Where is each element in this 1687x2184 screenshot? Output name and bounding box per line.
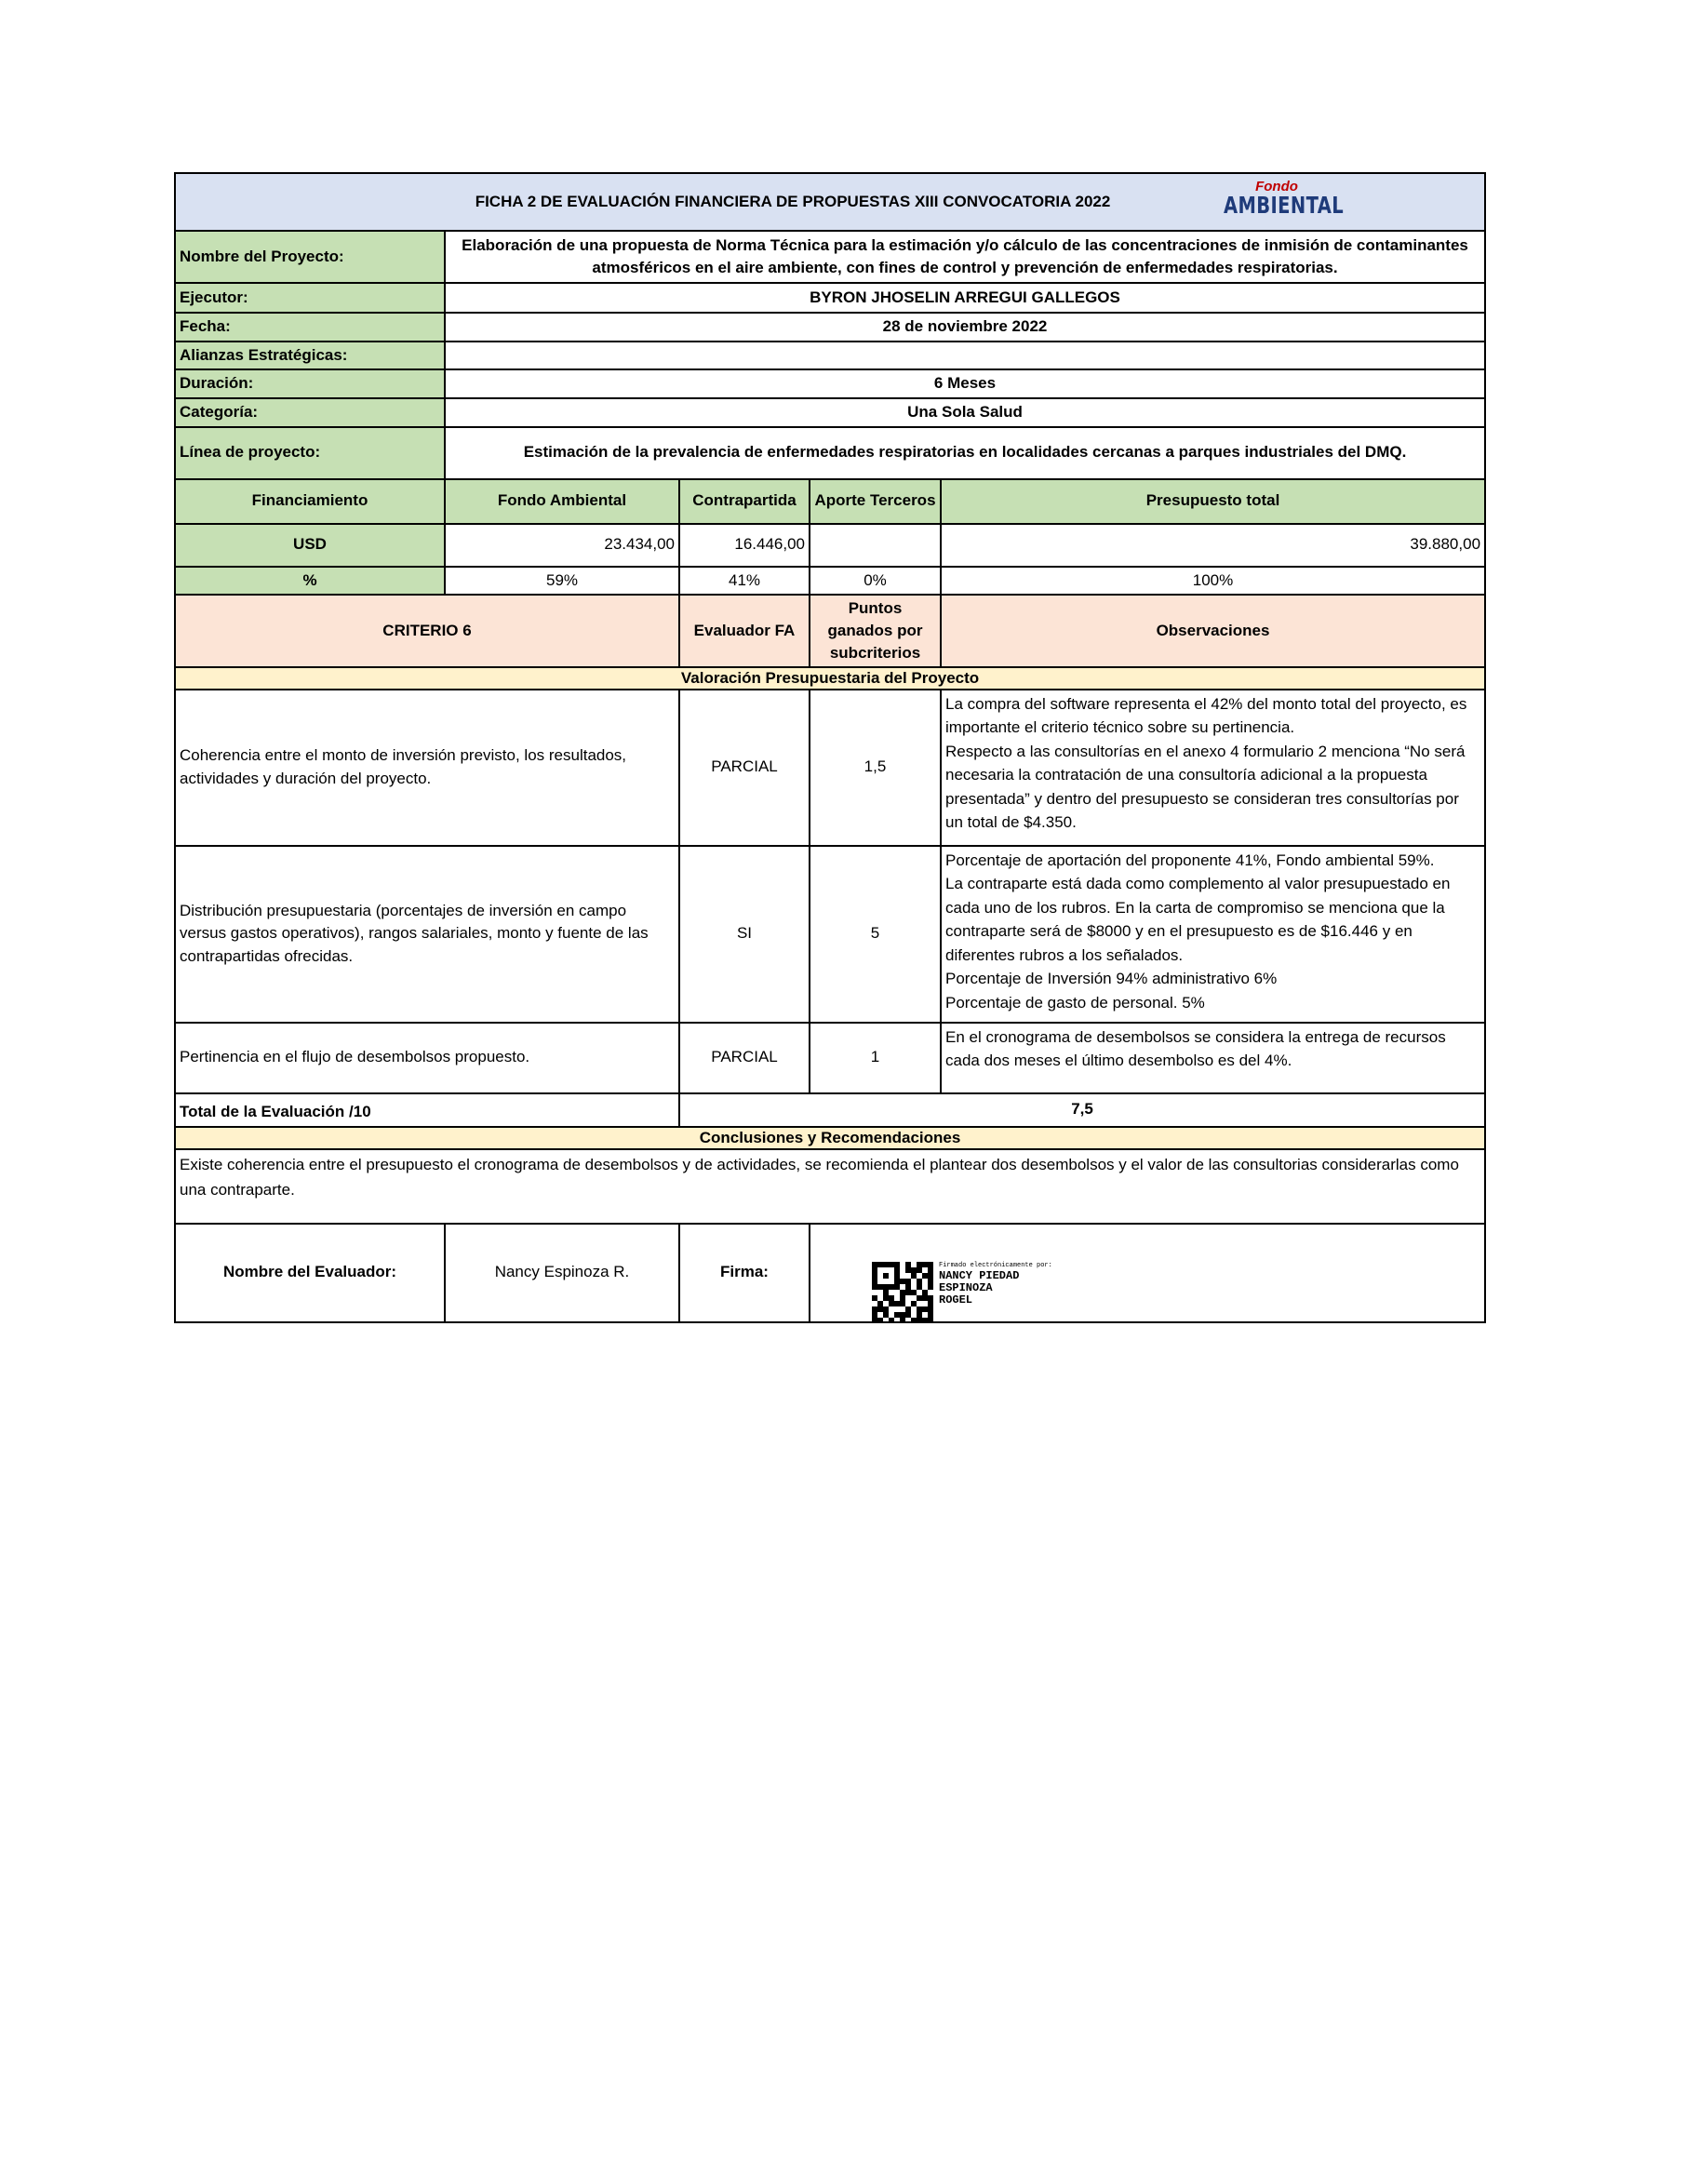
criterion-3-text: Pertinencia en el flujo de desembolsos propuesto.: [175, 1023, 679, 1093]
evaluator-label: Nombre del Evaluador:: [175, 1224, 445, 1322]
page-title: FICHA 2 DE EVALUACIÓN FINANCIERA DE PROPUESTAS XIII CONVOCATORIA 2022: [475, 192, 1111, 210]
observation-line: Porcentaje de Inversión 94% administrativo 6%: [945, 970, 1278, 988]
fin-usd-contrapartida: 16.446,00: [679, 524, 810, 567]
criterion-3-points: 1: [810, 1023, 941, 1093]
criterion-2-observations: [941, 846, 1485, 1023]
criteria-header-evaluator: Evaluador FA: [679, 595, 810, 666]
fin-pct-contrapartida: 41%: [679, 567, 810, 596]
fin-header-contrapartida: Contrapartida: [679, 479, 810, 524]
observation-line: En el cronograma de desembolsos se considera la entrega de recursos cada dos meses el último desembolso es del 4%.: [945, 1027, 1446, 1070]
fin-usd-terceros: [810, 524, 941, 567]
date-label: Fecha:: [175, 313, 445, 342]
alliances-label: Alianzas Estratégicas:: [175, 342, 445, 370]
duration-label: Duración:: [175, 369, 445, 398]
title-cell: [175, 173, 1485, 231]
date-value: 28 de noviembre 2022: [445, 313, 1485, 342]
project-line-value: Estimación de la prevalencia de enfermedades respiratorias en localidades cercanas a parques industriales del DMQ.: [445, 427, 1485, 479]
duration-value: 6 Meses: [445, 369, 1485, 398]
fin-usd-total: 39.880,00: [941, 524, 1485, 567]
criterion-2-evaluator: SI: [679, 846, 810, 1023]
section-conclusions: Conclusiones y Recomendaciones: [175, 1127, 1485, 1149]
executor-label: Ejecutor:: [175, 283, 445, 313]
criterion-2-text: Distribución presupuestaria (porcentajes de inversión en campo versus gastos operativos), rangos salariales, monto y fuente de las contrapartidas ofrecidas.: [175, 846, 679, 1023]
project-line-label: Línea de proyecto:: [175, 427, 445, 479]
fin-header-financing: Financiamiento: [175, 479, 445, 524]
fin-header-total: Presupuesto total: [941, 479, 1485, 524]
criteria-header-points: Puntos ganados por subcriterios: [810, 595, 941, 666]
observation-line: Respecto a las consultorías en el anexo 4 formulario 2 menciona “No será necesaria la contratación de una consultoría adicional a la propuesta presentada” y dentro del presupuesto se consideran tres consultorías por un total de $4.350.: [945, 742, 1466, 832]
total-value: 7,5: [679, 1093, 1485, 1127]
observation-line: La compra del software representa el 42% del monto total del proyecto, es importante el criterio técnico sobre su pertinencia.: [945, 694, 1467, 737]
fin-pct-total: 100%: [941, 567, 1485, 596]
signature-cell: [810, 1224, 1485, 1322]
criteria-header-observations: Observaciones: [941, 595, 1485, 666]
executor-value: BYRON JHOSELIN ARREGUI GALLEGOS: [445, 283, 1485, 313]
observation-line: Porcentaje de aportación del proponente 41%, Fondo ambiental 59%.: [945, 851, 1435, 869]
criterion-1-observations: [941, 690, 1485, 846]
category-value: Una Sola Salud: [445, 398, 1485, 427]
evaluation-sheet: [174, 172, 1484, 1323]
criteria-header-criterion: CRITERIO 6: [175, 595, 679, 666]
fin-usd-fondo: 23.434,00: [445, 524, 679, 567]
fin-header-terceros: Aporte Terceros: [810, 479, 941, 524]
criterion-1-points: 1,5: [810, 690, 941, 846]
fin-pct-label: %: [175, 567, 445, 596]
fondo-ambiental-logo: Fondo AMBIENTAL: [1224, 179, 1345, 219]
fin-pct-fondo: 59%: [445, 567, 679, 596]
criterion-1-text: Coherencia entre el monto de inversión previsto, los resultados, actividades y duración del proyecto.: [175, 690, 679, 846]
electronic-signature: [872, 1262, 1480, 1321]
criterion-1-evaluator: PARCIAL: [679, 690, 810, 846]
conclusions-text: Existe coherencia entre el presupuesto el cronograma de desembolsos y de actividades, se recomienda el plantear dos desembolsos y el valor de las consultorias considerarlas como una contraparte.: [175, 1149, 1485, 1224]
project-name-value: Elaboración de una propuesta de Norma Técnica para la estimación y/o cálculo de las concentraciones de inmisión de contaminantes atmosféricos en el aire ambiente, con fines de control y prevención de enfermedades respiratorias.: [445, 231, 1485, 283]
total-label: Total de la Evaluación /10: [175, 1093, 679, 1127]
fin-pct-terceros: 0%: [810, 567, 941, 596]
signature-text: Firmado electrónicamente por: NANCY PIEDAD ESPINOZA ROGEL: [939, 1261, 1052, 1306]
section-budget-valuation: Valoración Presupuestaria del Proyecto: [175, 667, 1485, 690]
category-label: Categoría:: [175, 398, 445, 427]
alliances-value: [445, 342, 1485, 370]
criterion-3-observations: [941, 1023, 1485, 1093]
fin-usd-label: USD: [175, 524, 445, 567]
qr-code-icon: [872, 1262, 933, 1321]
criterion-3-evaluator: PARCIAL: [679, 1023, 810, 1093]
project-name-label: Nombre del Proyecto:: [175, 231, 445, 283]
evaluation-table: [174, 172, 1486, 1323]
observation-line: La contraparte está dada como complemento al valor presupuestado en cada uno de los rubros. En la carta de compromiso se menciona que la contraparte será de $8000 y en el presupuesto es de $16.446 y en diferentes rubros a los señalados.: [945, 875, 1451, 964]
evaluator-name: Nancy Espinoza R.: [445, 1224, 679, 1322]
fin-header-fondo: Fondo Ambiental: [445, 479, 679, 524]
criterion-2-points: 5: [810, 846, 941, 1023]
signature-label: Firma:: [679, 1224, 810, 1322]
observation-line: Porcentaje de gasto de personal. 5%: [945, 993, 1205, 1012]
